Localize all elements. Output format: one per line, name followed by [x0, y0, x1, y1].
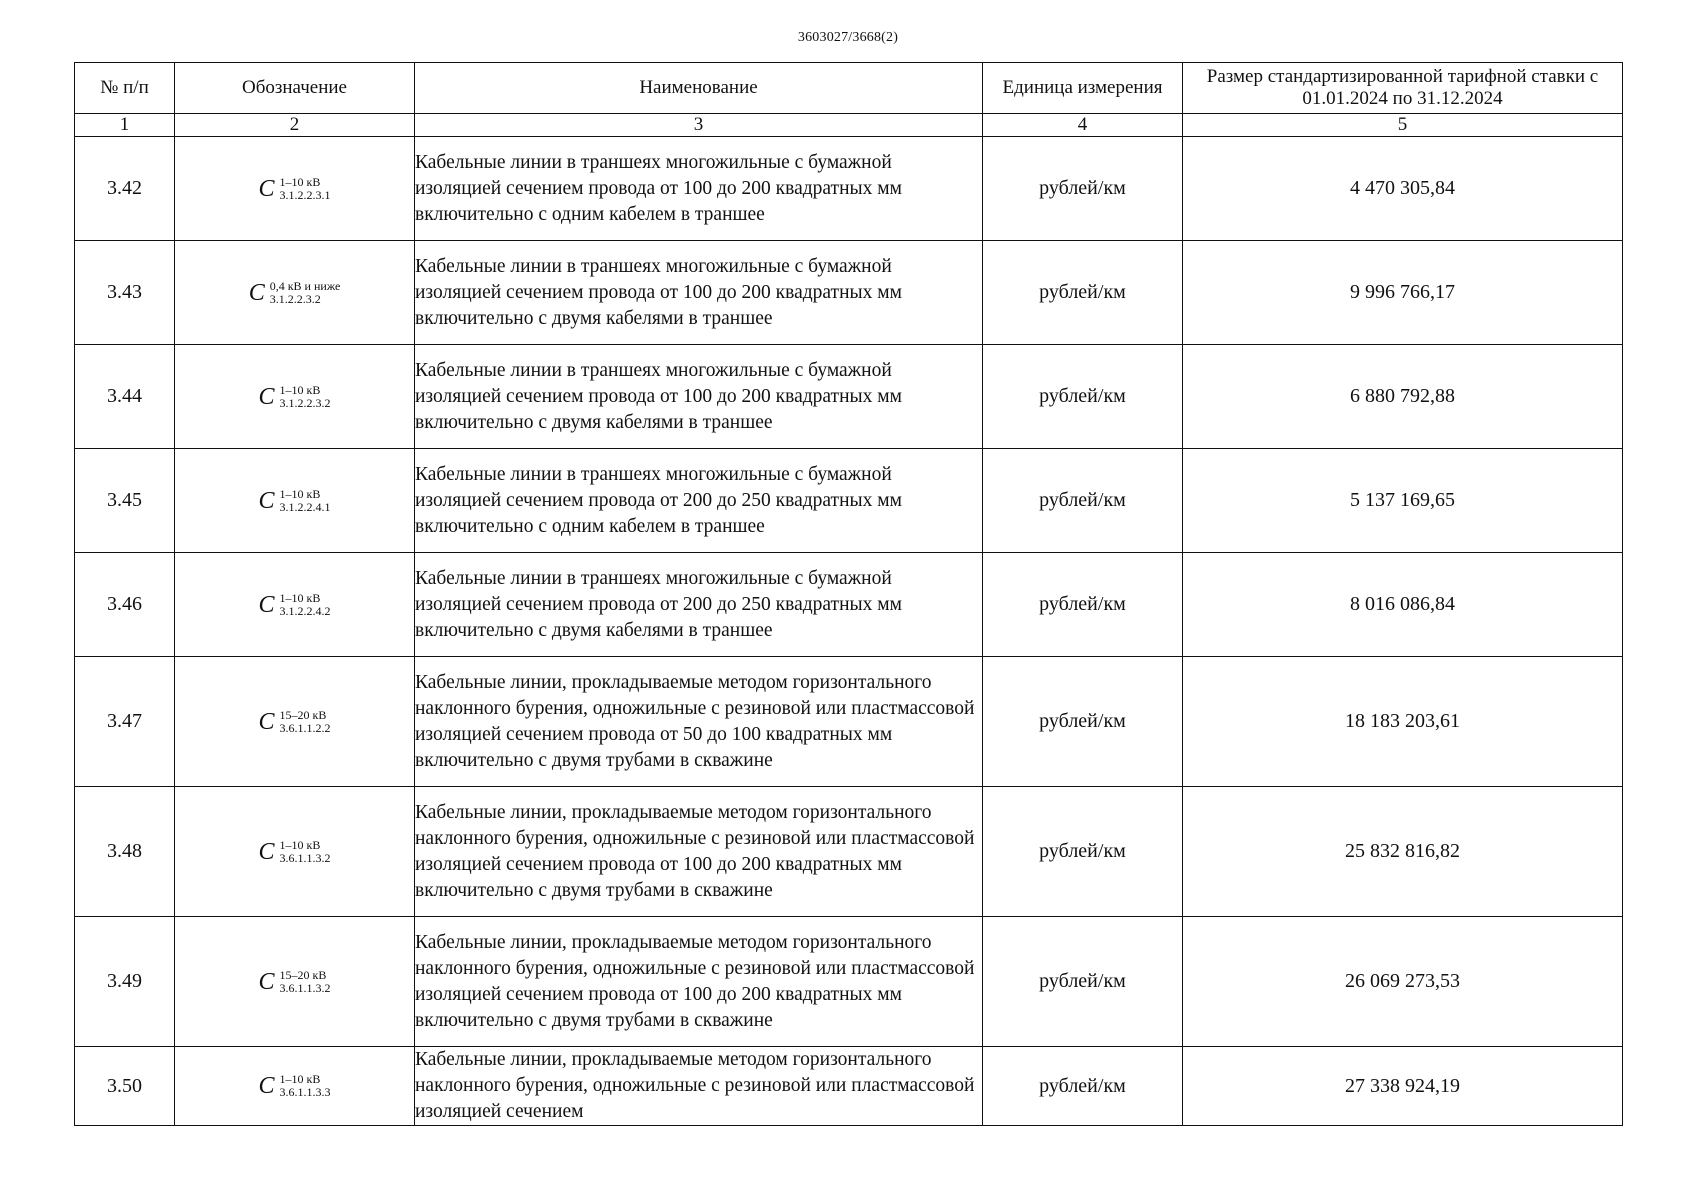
code-subscript: 3.6.1.1.3.3: [279, 1085, 331, 1099]
code-voltage: 1–10 кВ: [279, 590, 321, 605]
row-code: [175, 657, 415, 787]
code-voltage: 1–10 кВ: [279, 174, 321, 189]
code-voltage: 1–10 кВ: [279, 837, 321, 852]
row-index: 3.48: [75, 787, 175, 917]
header-code: Обозначение: [175, 63, 415, 114]
table-row: [75, 787, 1623, 917]
row-unit: рублей/км: [983, 787, 1183, 917]
code-symbol: C: [248, 279, 265, 306]
column-number: 5: [1183, 114, 1623, 137]
row-name: Кабельные линии в траншеях многожильные с бумажной изоляцией сечением провода от 100 до 200 квадратных мм включительно с двумя кабелями в траншее: [415, 241, 983, 345]
code-voltage: 1–10 кВ: [279, 1072, 321, 1086]
code-symbol: C: [258, 1073, 275, 1099]
header-rate: Размер стандартизированной тарифной ставки с 01.01.2024 по 31.12.2024: [1183, 63, 1623, 114]
row-name: Кабельные линии в траншеях многожильные с бумажной изоляцией сечением провода от 100 до 200 квадратных мм включительно с двумя кабелями в траншее: [415, 345, 983, 449]
tariff-table: [74, 62, 1623, 1126]
row-index: 3.44: [75, 345, 175, 449]
code-voltage: 1–10 кВ: [279, 486, 321, 501]
code-symbol: C: [258, 708, 275, 735]
code-symbol: C: [258, 968, 275, 995]
column-number: 1: [75, 114, 175, 137]
code-voltage: 1–10 кВ: [279, 382, 321, 397]
column-number: 3: [415, 114, 983, 137]
table-row: [75, 1047, 1623, 1126]
code-subscript: 3.6.1.1.2.2: [279, 720, 331, 735]
header-row: [75, 63, 1623, 114]
row-name: Кабельные линии, прокладываемые методом горизонтального наклонного бурения, одножильные с резиновой или пластмассовой изоляцией сечением: [415, 1047, 983, 1126]
row-unit: рублей/км: [983, 241, 1183, 345]
row-code: [175, 787, 415, 917]
row-rate: 25 832 816,82: [1183, 787, 1623, 917]
row-index: 3.49: [75, 917, 175, 1047]
row-code: [175, 137, 415, 241]
row-rate: 27 338 924,19: [1183, 1047, 1623, 1126]
row-unit: рублей/км: [983, 1047, 1183, 1126]
code-subscript: 3.6.1.1.3.2: [279, 850, 331, 865]
row-rate: 18 183 203,61: [1183, 657, 1623, 787]
header-index: № п/п: [75, 63, 175, 114]
row-code: [175, 241, 415, 345]
row-name: Кабельные линии, прокладываемые методом горизонтального наклонного бурения, одножильные с резиновой или пластмассовой изоляцией сечением провода от 100 до 200 квадратных мм включительно с двумя трубами в скважине: [415, 787, 983, 917]
row-name: Кабельные линии, прокладываемые методом горизонтального наклонного бурения, одножильные с резиновой или пластмассовой изоляцией сечением провода от 100 до 200 квадратных мм включительно с двумя трубами в скважине: [415, 917, 983, 1047]
column-number: 4: [983, 114, 1183, 137]
code-symbol: C: [258, 591, 275, 618]
column-number-row: [75, 114, 1623, 137]
row-code: [175, 1047, 415, 1126]
row-unit: рублей/км: [983, 345, 1183, 449]
code-symbol: C: [258, 383, 275, 410]
row-rate: 4 470 305,84: [1183, 137, 1623, 241]
table-row: [75, 449, 1623, 553]
row-unit: рублей/км: [983, 917, 1183, 1047]
document-number: 3603027/3668(2): [797, 30, 899, 45]
row-name: Кабельные линии, прокладываемые методом горизонтального наклонного бурения, одножильные с резиновой или пластмассовой изоляцией сечением провода от 50 до 100 квадратных мм включительно с двумя трубами в скважине: [415, 657, 983, 787]
code-subscript: 3.1.2.2.4.1: [279, 499, 331, 514]
table-row: [75, 657, 1623, 787]
table-row: [75, 553, 1623, 657]
row-name: Кабельные линии в траншеях многожильные с бумажной изоляцией сечением провода от 100 до 200 квадратных мм включительно с одним кабелем в траншее: [415, 137, 983, 241]
row-index: 3.42: [75, 137, 175, 241]
row-unit: рублей/км: [983, 657, 1183, 787]
code-symbol: C: [258, 175, 275, 202]
row-index: 3.45: [75, 449, 175, 553]
row-unit: рублей/км: [983, 553, 1183, 657]
code-voltage: 15–20 кВ: [279, 967, 327, 982]
header-unit: Единица измерения: [983, 63, 1183, 114]
row-rate: 6 880 792,88: [1183, 345, 1623, 449]
header-name: Наименование: [415, 63, 983, 114]
row-unit: рублей/км: [983, 449, 1183, 553]
code-voltage: 0,4 кВ и ниже: [269, 278, 341, 293]
row-rate: 9 996 766,17: [1183, 241, 1623, 345]
code-subscript: 3.1.2.2.3.2: [279, 395, 331, 410]
row-code: [175, 553, 415, 657]
row-rate: 26 069 273,53: [1183, 917, 1623, 1047]
row-index: 3.46: [75, 553, 175, 657]
row-code: [175, 345, 415, 449]
row-unit: рублей/км: [983, 137, 1183, 241]
code-voltage: 15–20 кВ: [279, 707, 327, 722]
code-subscript: 3.1.2.2.3.1: [279, 187, 331, 202]
row-name: Кабельные линии в траншеях многожильные с бумажной изоляцией сечением провода от 200 до 250 квадратных мм включительно с двумя кабелями в траншее: [415, 553, 983, 657]
code-subscript: 3.1.2.2.3.2: [269, 291, 321, 306]
column-number: 2: [175, 114, 415, 137]
table-row: [75, 917, 1623, 1047]
code-subscript: 3.6.1.1.3.2: [279, 980, 331, 995]
row-index: 3.43: [75, 241, 175, 345]
row-rate: 8 016 086,84: [1183, 553, 1623, 657]
row-name: Кабельные линии в траншеях многожильные с бумажной изоляцией сечением провода от 200 до 250 квадратных мм включительно с одним кабелем в траншее: [415, 449, 983, 553]
row-index: 3.50: [75, 1047, 175, 1126]
code-symbol: C: [258, 838, 275, 865]
table-row: [75, 137, 1623, 241]
code-symbol: C: [258, 487, 275, 514]
row-index: 3.47: [75, 657, 175, 787]
row-code: [175, 449, 415, 553]
row-code: [175, 917, 415, 1047]
code-subscript: 3.1.2.2.4.2: [279, 603, 331, 618]
table-row: [75, 241, 1623, 345]
row-rate: 5 137 169,65: [1183, 449, 1623, 553]
table-row: [75, 345, 1623, 449]
